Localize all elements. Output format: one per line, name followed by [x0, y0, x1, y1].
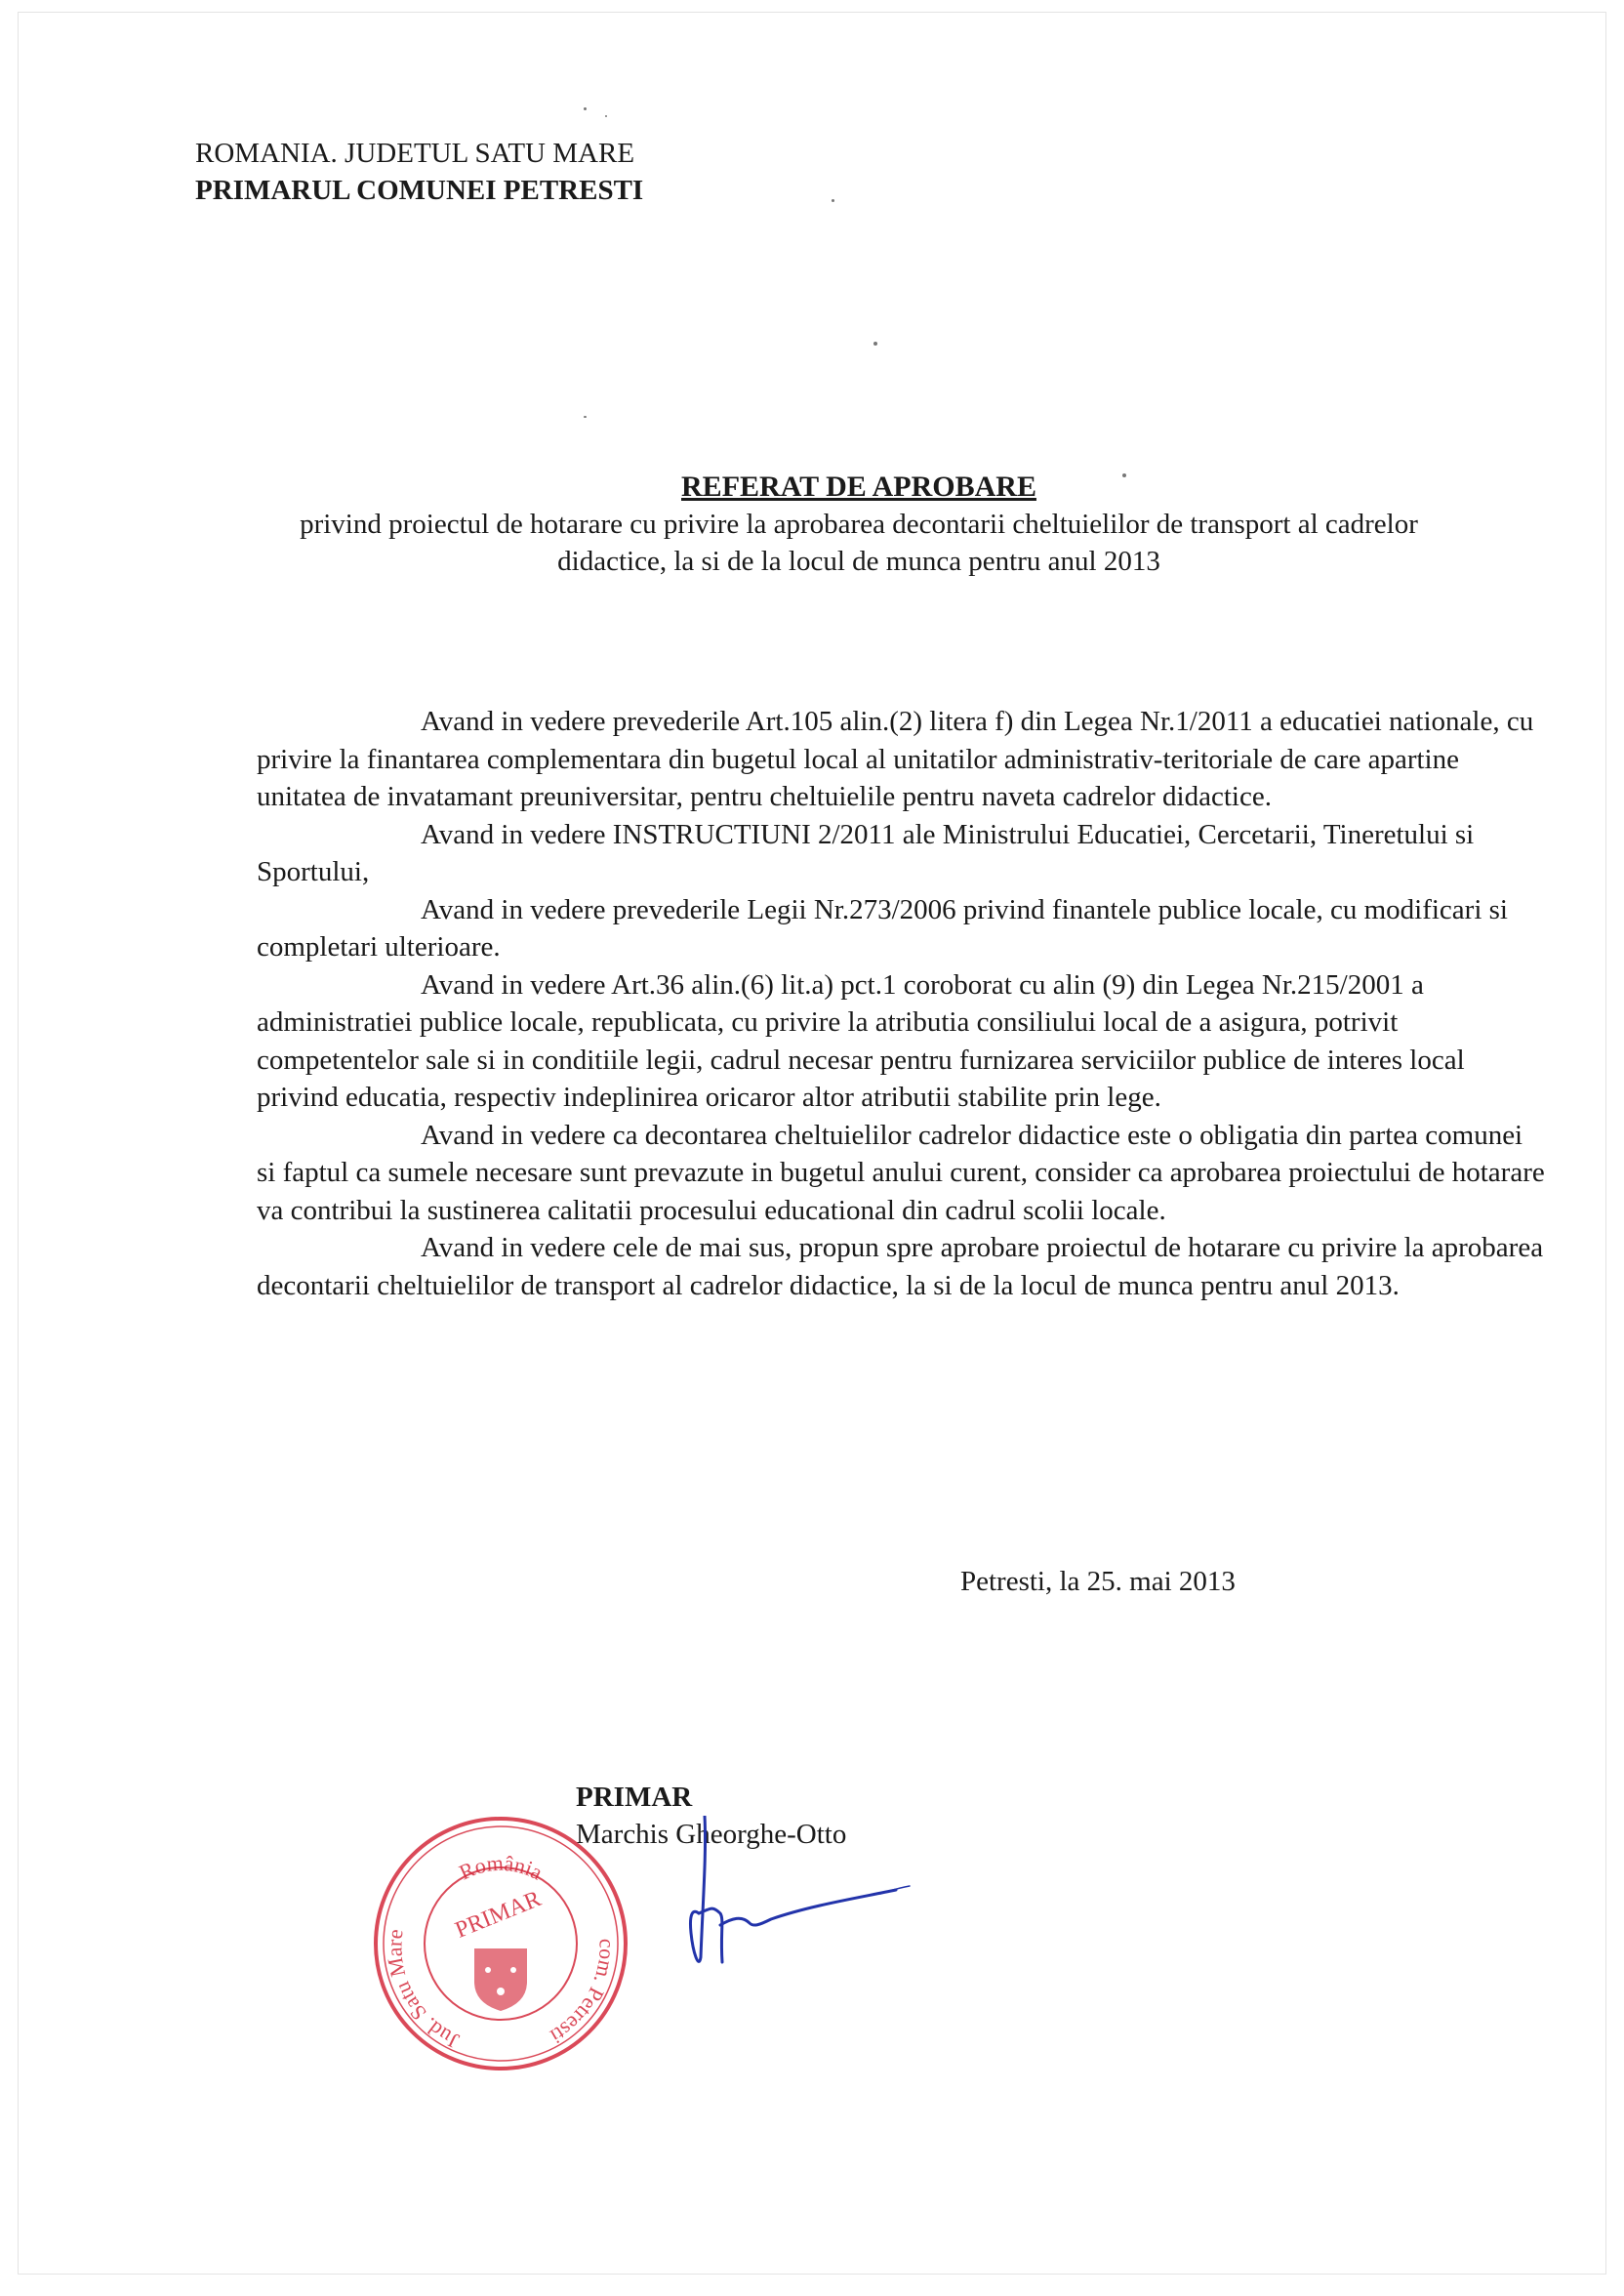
body-text: [257, 703, 1545, 1304]
scan-speck: [605, 115, 607, 117]
header: [195, 135, 643, 209]
signatory-name: Marchis Gheorghe-Otto: [576, 1819, 847, 1850]
document-title: REFERAT DE APROBARE: [681, 471, 1036, 503]
paragraph: Avand in vedere cele de mai sus, propun spre aprobare proiectul de hotarare cu privire la aprobarea decontarii cheltuielilor de transport al cadrelor didactice, la si de la locul de munca pentru anul 2013.: [257, 1232, 1544, 1301]
scan-speck: [832, 199, 834, 202]
stamp-left-text: Jud. Satu Mare: [382, 1927, 464, 2054]
signatory-role: PRIMAR: [576, 1782, 693, 1813]
header-mayor: PRIMARUL COMUNEI PETRESTI: [195, 175, 644, 206]
scan-speck: [584, 416, 587, 418]
paragraph: Avand in vedere Art.36 alin.(6) lit.a) pct.1 coroborat cu alin (9) din Legea Nr.215/2001 a administratiei publice locale, republicata, cu privire la atributia consiliului local de a asigura, potrivit competentelor sale si in conditiile legii, cadrul necesar pentru furnizarea serviciilor publice de interes local privind educatia, respectiv indeplinirea oricaror altor atributii stabilite prin lege.: [257, 968, 1465, 1113]
title-block: [156, 469, 1562, 580]
stamp-right-text: com. Petresti: [546, 1938, 620, 2049]
paragraph: Avand in vedere prevederile Art.105 alin.(2) litera f) din Legea Nr.1/2011 a educatiei nationale, cu privire la finantarea complementara din bugetul local al unitatilor administrativ-teritoriale de care apartine unitatea de invatamant preuniversitar, pentru cheltuielile pentru naveta cadrelor didactice.: [257, 706, 1534, 812]
scan-speck: [873, 342, 877, 346]
handwritten-signature: [634, 1816, 917, 1982]
coat-of-arms-icon: [474, 1948, 527, 2011]
date-line: Petresti, la 25. mai 2013: [960, 1566, 1236, 1597]
paragraph: Avand in vedere prevederile Legii Nr.273/2006 privind finantele publice locale, cu modificari si completari ulterioare.: [257, 893, 1508, 963]
scan-speck: [584, 107, 587, 110]
official-stamp: [369, 1812, 632, 2075]
document-subtitle-line1: privind proiectul de hotarare cu privire la aprobarea decontarii cheltuielilor de transport al cadrelor: [300, 509, 1418, 540]
document-subtitle-line2: didactice, la si de la locul de munca pentru anul 2013: [557, 546, 1160, 577]
stamp-center-text: PRIMAR: [451, 1886, 545, 1944]
paragraph: Avand in vedere ca decontarea cheltuielilor cadrelor didactice este o obligatia din partea comunei si faptul ca sumele necesare sunt prevazute in bugetul anului curent, consider ca aprobarea proiectului de hotarare va contribui la sustinerea calitatii procesului educational din cadrul scolii locale.: [257, 1119, 1545, 1226]
paragraph: Avand in vedere INSTRUCTIUNI 2/2011 ale Ministrului Educatiei, Cercetarii, Tineretului si Sportului,: [257, 818, 1475, 887]
header-county: ROMANIA. JUDETUL SATU MARE: [195, 138, 635, 169]
stamp-top-text: România: [455, 1850, 547, 1885]
